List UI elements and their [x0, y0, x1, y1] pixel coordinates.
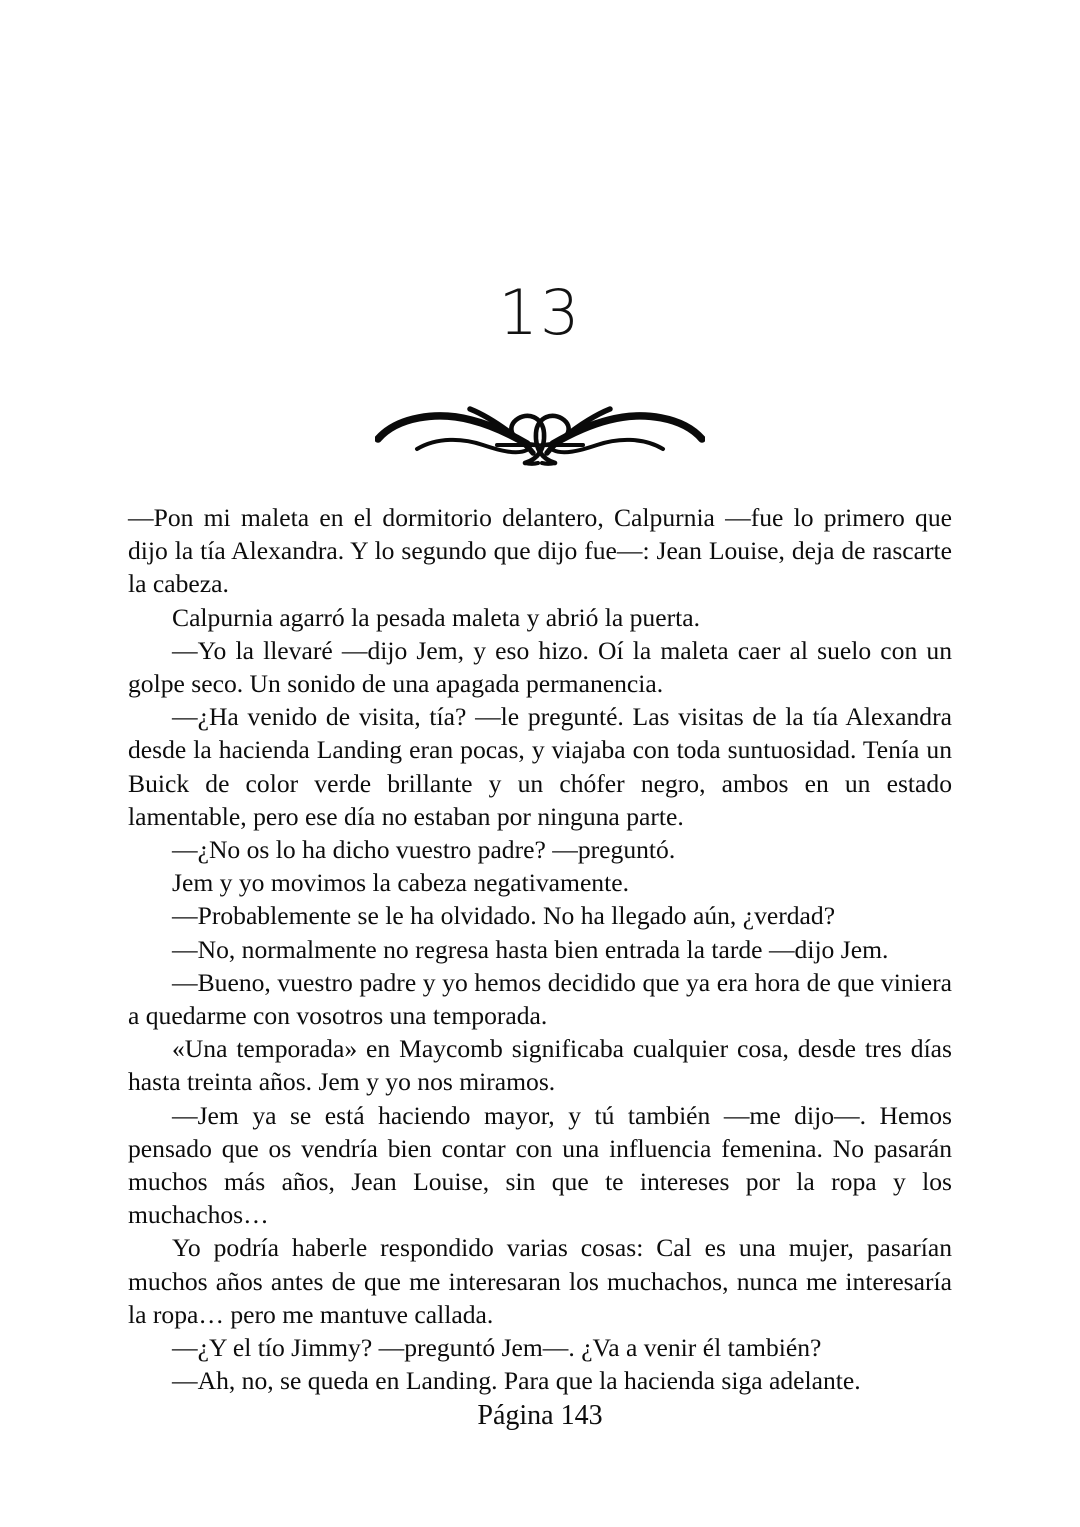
chapter-body — [128, 501, 952, 1397]
paragraph: —Ah, no, se queda en Landing. Para que la hacienda siga adelante. — [172, 1366, 861, 1396]
paragraph: —Pon mi maleta en el dormitorio delantero, Calpurnia —fue lo primero que dijo la tía Alexandra. Y lo segundo que dijo fue—: Jean Louise, deja de rascarte la cabeza. — [128, 503, 952, 599]
paragraph: Jem y yo movimos la cabeza negativamente. — [172, 868, 629, 898]
paragraph: —Yo la llevaré —dijo Jem, y eso hizo. Oí la maleta caer al suelo con un golpe seco. Un sonido de una apagada permanencia. — [128, 635, 952, 699]
paragraph: —¿Y el tío Jimmy? —preguntó Jem—. ¿Va a venir él también? — [172, 1333, 822, 1363]
page-number-footer: Página 143 — [477, 1400, 603, 1431]
flourish-divider-icon — [0, 392, 1080, 472]
paragraph: —¿Ha venido de visita, tía? —le pregunté. Las visitas de la tía Alexandra desde la hacienda Landing eran pocas, y viajaba con toda suntuosidad. Tenía un Buick de color verde brillante y un chófer negro, ambos en un estado lamentable, pero ese día no estaban por ninguna parte. — [128, 702, 952, 831]
paragraph: —No, normalmente no regresa hasta bien entrada la tarde —dijo Jem. — [172, 934, 889, 964]
paragraph: «Una temporada» en Maycomb significaba cualquier cosa, desde tres días hasta treinta años. Jem y yo nos miramos. — [128, 1034, 952, 1097]
paragraph: Calpurnia agarró la pesada maleta y abrió la puerta. — [172, 602, 700, 632]
chapter-number: 13 — [498, 276, 582, 349]
paragraph: —Jem ya se está haciendo mayor, y tú también —me dijo—. Hemos pensado que os vendría bien contar con una influencia femenina. No pasarán muchos más años, Jean Louise, sin que te intereses por la ropa y los muchachos… — [128, 1100, 952, 1230]
paragraph: —¿No os lo ha dicho vuestro padre? —preguntó. — [172, 835, 676, 865]
paragraph: —Probablemente se le ha olvidado. No ha llegado aún, ¿verdad? — [172, 901, 836, 931]
paragraph: Yo podría haberle respondido varias cosas: Cal es una mujer, pasarían muchos años antes de que me interesaran los muchachos, nunca me interesaría la ropa… pero me mantuve callada. — [128, 1233, 952, 1329]
paragraph: —Bueno, vuestro padre y yo hemos decidido que ya era hora de que viniera a quedarme con vosotros una temporada. — [128, 967, 952, 1031]
